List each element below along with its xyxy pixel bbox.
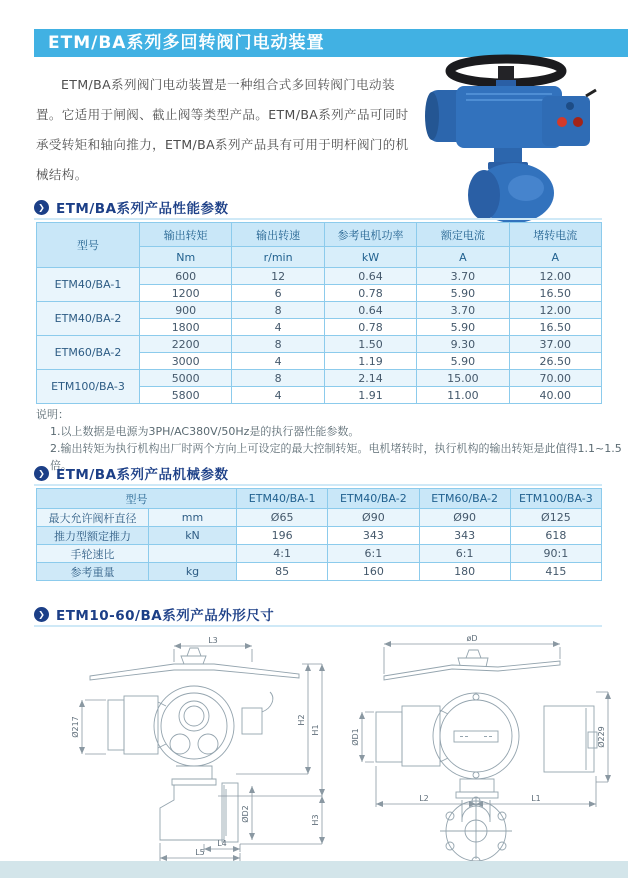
column-header-model: 型号 [37, 489, 237, 509]
dim-label: L4 [217, 839, 227, 848]
dimension-lines [362, 644, 608, 807]
table-row [37, 336, 602, 353]
table-cell: 9.30 [417, 336, 509, 353]
table-cell: 6 [232, 285, 324, 302]
table-cell: 16.50 [509, 285, 601, 302]
table-row [37, 527, 602, 545]
table-cell: 5.90 [417, 353, 509, 370]
control-knob-dark [573, 117, 583, 127]
table-cell: 5800 [140, 387, 232, 404]
section-performance-header [34, 196, 602, 220]
dim-label: L5 [195, 848, 205, 857]
table-cell: 2200 [140, 336, 232, 353]
table-cell: 1800 [140, 319, 232, 336]
handwheel-hub [498, 66, 514, 82]
dim-label: Ø229 [597, 726, 606, 748]
table-cell: 900 [140, 302, 232, 319]
table-cell: 1.50 [324, 336, 416, 353]
column-header: ETM60/BA-2 [419, 489, 510, 509]
column-header: 参考电机功率 [324, 223, 416, 247]
row-label: 推力型额定推力 [37, 527, 149, 545]
table-cell: 6:1 [328, 545, 419, 563]
performance-table [36, 222, 602, 404]
table-cell: 0.64 [324, 302, 416, 319]
table-cell: 3.70 [417, 268, 509, 285]
table-cell: 85 [237, 563, 328, 581]
mechanical-table [36, 488, 602, 581]
table-cell: 415 [510, 563, 601, 581]
table-cell: Ø90 [328, 509, 419, 527]
front-view-outline [90, 648, 299, 842]
dim-label: ØD2 [241, 805, 250, 823]
column-header: ETM40/BA-1 [237, 489, 328, 509]
table-cell: 3000 [140, 353, 232, 370]
unit-cell [149, 545, 237, 563]
table-row [37, 563, 602, 581]
unit-cell: A [509, 247, 601, 268]
dim-label: H3 [311, 814, 320, 826]
table-cell: 70.00 [509, 370, 601, 387]
table-row [37, 545, 602, 563]
table-cell: 90:1 [510, 545, 601, 563]
table-cell: 11.00 [417, 387, 509, 404]
table-cell: 16.50 [509, 319, 601, 336]
dimension-labels [70, 636, 320, 857]
table-cell: 3.70 [417, 302, 509, 319]
column-header-model: 型号 [37, 223, 140, 268]
table-cell: 343 [328, 527, 419, 545]
column-header: 堵转电流 [509, 223, 601, 247]
column-header: ETM100/BA-3 [510, 489, 601, 509]
footer-bar [0, 861, 628, 878]
table-cell: 180 [419, 563, 510, 581]
table-cell: 343 [419, 527, 510, 545]
table-row [37, 268, 602, 285]
table-cell: 0.64 [324, 268, 416, 285]
chevron-right-icon: ❯ [34, 607, 49, 622]
table-cell: 0.78 [324, 285, 416, 302]
dim-label: Ø217 [71, 716, 80, 738]
row-label: 参考重量 [37, 563, 149, 581]
side-view-outline [376, 650, 597, 862]
section-dimensions-title: ETM10-60/BA系列产品外形尺寸 [56, 608, 275, 624]
unit-cell: kW [324, 247, 416, 268]
column-header: 输出转速 [232, 223, 324, 247]
unit-cell: Nm [140, 247, 232, 268]
table-cell: 160 [328, 563, 419, 581]
table-cell: Ø65 [237, 509, 328, 527]
table-cell: 12 [232, 268, 324, 285]
table-cell: 12.00 [509, 268, 601, 285]
table-cell: 5.90 [417, 319, 509, 336]
notes-label: 说明： [36, 408, 69, 421]
dim-label: øD [466, 634, 478, 643]
table-cell: 1.91 [324, 387, 416, 404]
table-cell: 15.00 [417, 370, 509, 387]
table-row [37, 302, 602, 319]
neck [494, 148, 522, 164]
section-performance-title: ETM/BA系列产品性能参数 [56, 201, 229, 217]
model-cell: ETM40/BA-1 [37, 268, 140, 302]
unit-cell: kN [149, 527, 237, 545]
table-cell: 4 [232, 319, 324, 336]
note-item: 2.输出转矩为执行机构出厂时两个方向上可设定的最大控制转矩。电机堵转时，执行机构的输出转矩是此值得1.1~1.5倍。 [50, 442, 622, 472]
model-cell: ETM100/BA-3 [37, 370, 140, 404]
table-cell: 196 [237, 527, 328, 545]
table-cell: 600 [140, 268, 232, 285]
table-cell: 0.78 [324, 319, 416, 336]
table-cell: 5000 [140, 370, 232, 387]
dimension-lines [82, 646, 322, 861]
unit-cell: mm [149, 509, 237, 527]
chevron-right-icon: ❯ [34, 200, 49, 215]
unit-cell: r/min [232, 247, 324, 268]
column-header: 额定电流 [417, 223, 509, 247]
intro-paragraph: ETM/BA系列阀门电动装置是一种组合式多回转阀门电动装置。它适用于闸阀、截止阀等类型产品。ETM/BA系列产品可同时承受转矩和轴向推力，ETM/BA系列产品具有可用于明杆阀门的机械结构。 [36, 77, 409, 182]
table-cell: 6:1 [419, 545, 510, 563]
dim-label: H2 [297, 714, 306, 726]
table-cell: 1200 [140, 285, 232, 302]
dim-label: L2 [419, 794, 429, 803]
table-cell: 8 [232, 302, 324, 319]
row-label: 手轮速比 [37, 545, 149, 563]
control-knob-red [557, 117, 567, 127]
section-mechanical-title: ETM/BA系列产品机械参数 [56, 467, 229, 483]
table-cell: 8 [232, 336, 324, 353]
table-cell: Ø90 [419, 509, 510, 527]
table-cell: 4:1 [237, 545, 328, 563]
dim-label: L1 [531, 794, 541, 803]
column-header: 输出转矩 [140, 223, 232, 247]
dim-label: H1 [311, 724, 320, 736]
table-cell: 4 [232, 353, 324, 370]
unit-cell: kg [149, 563, 237, 581]
table-cell: 12.00 [509, 302, 601, 319]
model-cell: ETM60/BA-2 [37, 336, 140, 370]
table-cell: 8 [232, 370, 324, 387]
dim-label: L3 [208, 636, 218, 645]
table-header-row [37, 223, 602, 247]
column-header: ETM40/BA-2 [328, 489, 419, 509]
model-cell: ETM40/BA-2 [37, 302, 140, 336]
dimension-drawing-front [56, 634, 338, 862]
table-row [37, 509, 602, 527]
table-cell: 37.00 [509, 336, 601, 353]
table-row [37, 370, 602, 387]
table-cell: Ø125 [510, 509, 601, 527]
chevron-right-icon: ❯ [34, 466, 49, 481]
page-title: ETM/BA系列多回转阀门电动装置 [48, 33, 325, 53]
table-cell: 26.50 [509, 353, 601, 370]
note-item: 1.以上数据是电源为3PH/AC380V/50Hz是的执行器性能参数。 [50, 425, 360, 438]
dim-label: ØD1 [351, 728, 360, 746]
row-label: 最大允许阀杆直径 [37, 509, 149, 527]
table-cell: 1.19 [324, 353, 416, 370]
table-cell: 4 [232, 387, 324, 404]
table-cell: 5.90 [417, 285, 509, 302]
unit-cell: A [417, 247, 509, 268]
table-header-row [37, 489, 602, 509]
section-dimensions-header [34, 603, 602, 627]
dimension-drawing-side [348, 634, 620, 862]
table-cell: 40.00 [509, 387, 601, 404]
table-cell: 2.14 [324, 370, 416, 387]
table-cell: 618 [510, 527, 601, 545]
section-mechanical-header [34, 462, 602, 486]
